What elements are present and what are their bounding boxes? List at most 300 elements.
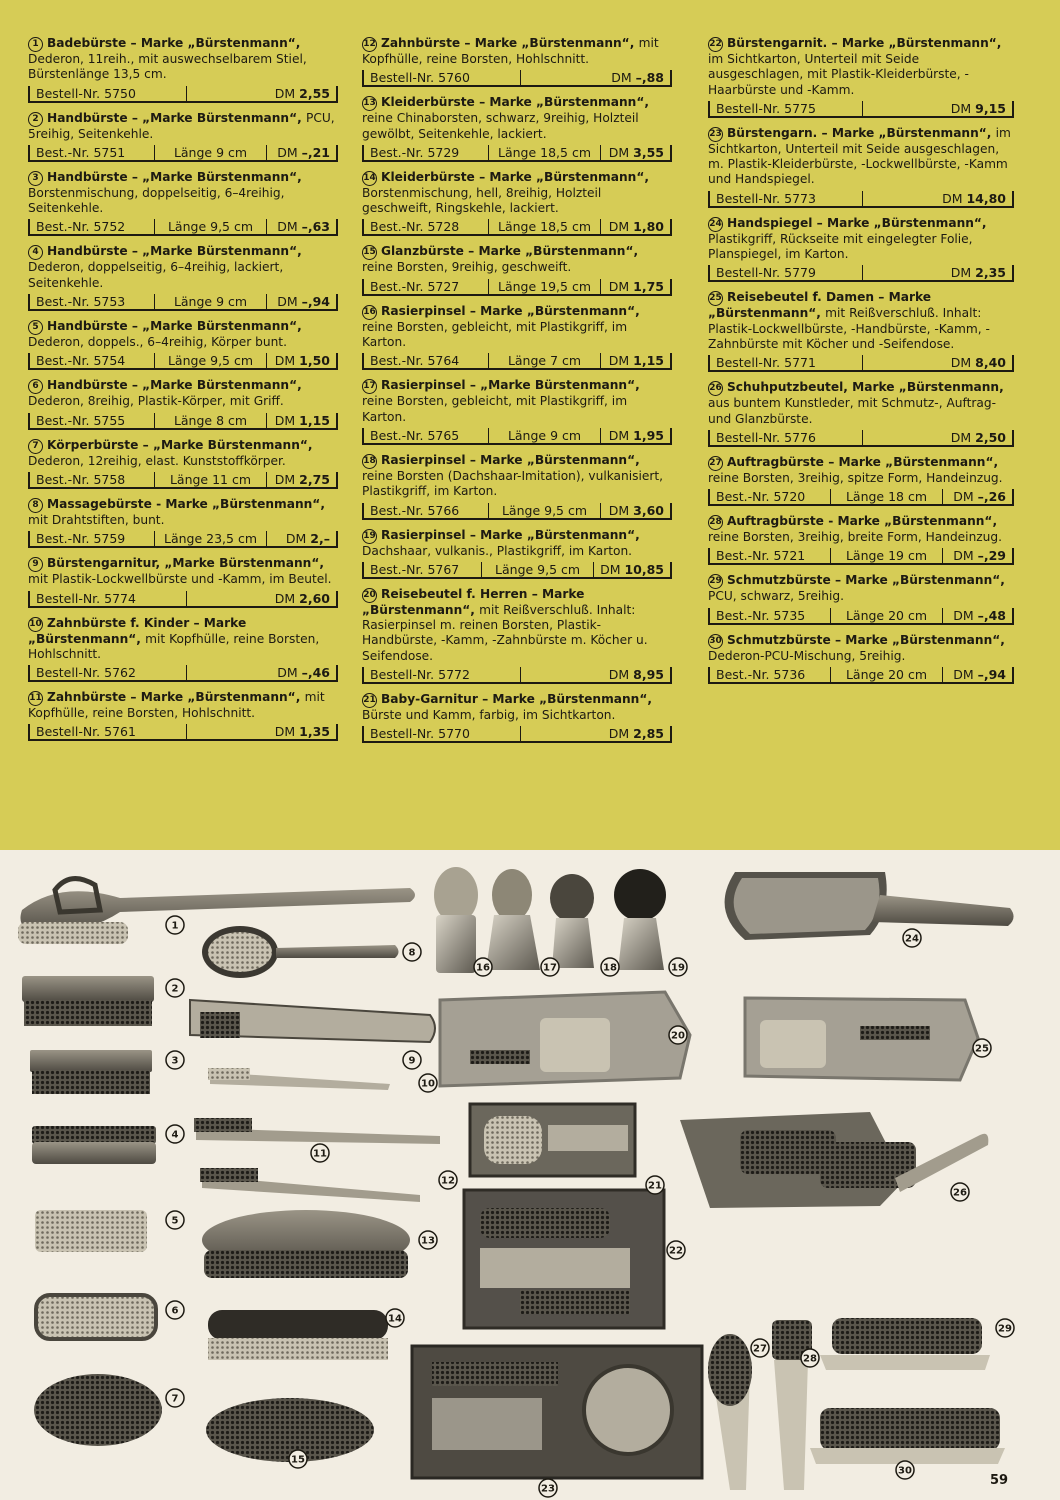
- item-length: Länge 11 cm: [154, 472, 266, 487]
- catalog-item-21: [362, 692, 672, 743]
- item-price: DM –,29: [942, 548, 1012, 563]
- item-text: mit Plastik-Lockwellbürste und -Kamm, im Beutel.: [28, 572, 332, 587]
- items-29-30-scrub-brushes: [810, 1318, 1005, 1464]
- order-number: Best.-Nr. 5728: [370, 219, 460, 235]
- order-number: Best.-Nr. 5721: [716, 548, 806, 564]
- item-text: reine Borsten (Dachshaar-Imitation), vulkanisiert, Plastikgriff, im Karton.: [362, 468, 664, 499]
- item-text: im Sichtkarton, Unterteil mit Seide ausgeschlagen, m. Plastik-Kleiderbürste, -Lockwellbürste, -Kamm und Handspiegel.: [708, 125, 1011, 187]
- item-price: DM 10,85: [593, 562, 670, 577]
- order-number: Bestell-Nr. 5779: [716, 265, 816, 281]
- photo-label-1: 1: [171, 920, 179, 932]
- photo-label-2: 2: [171, 983, 179, 995]
- item-name: Rasierpinsel – Marke „Bürstenmann“,: [381, 303, 640, 318]
- catalog-item-16: [362, 304, 672, 371]
- item-price: DM 2,75: [266, 472, 336, 487]
- catalog-item-11: [28, 690, 338, 741]
- item-number: 18: [362, 454, 377, 469]
- item-price: DM 1,35: [186, 724, 336, 739]
- item-number: 30: [708, 634, 723, 649]
- catalog-item-6: [28, 378, 338, 429]
- item-name: Kleiderbürste – Marke „Bürstenmann“,: [381, 169, 649, 184]
- catalog-item-30: [708, 633, 1014, 684]
- photo-label-4: 4: [171, 1129, 179, 1141]
- item-price: DM –,46: [186, 665, 336, 680]
- order-row: [28, 353, 338, 370]
- item-length: Länge 18 cm: [830, 489, 942, 504]
- photo-label-18: 18: [603, 962, 617, 974]
- order-row: [708, 101, 1014, 118]
- order-number: Bestell-Nr. 5771: [716, 355, 816, 371]
- item-number: 10: [28, 617, 43, 632]
- photo-label-11: 11: [313, 1148, 327, 1160]
- item-price: DM –,63: [266, 219, 336, 234]
- item-24-hand-mirror: [725, 872, 1014, 940]
- item-name: Reisebeutel f. Damen – Marke „Bürstenmann“,: [708, 290, 932, 321]
- item-price: DM –,21: [266, 145, 336, 160]
- catalog-item-4: [28, 244, 338, 311]
- item-price: DM 1,80: [600, 219, 670, 234]
- item-number: 3: [28, 171, 43, 186]
- item-length: Länge 9,5 cm: [488, 503, 600, 518]
- catalog-item-18: [362, 453, 672, 520]
- catalog-item-12: [362, 36, 672, 87]
- photo-label-19: 19: [671, 962, 685, 974]
- item-description: [28, 556, 338, 587]
- item-price: DM 8,40: [862, 355, 1012, 370]
- item-number: 12: [362, 37, 377, 52]
- photo-label-17: 17: [543, 962, 557, 974]
- item-text: PCU, 5reihig, Seitenkehle.: [28, 110, 335, 141]
- order-number: Best.-Nr. 5753: [36, 294, 126, 310]
- photo-label-24: 24: [905, 933, 919, 945]
- item-length: Länge 9,5 cm: [154, 353, 266, 368]
- item-description: [708, 290, 1014, 352]
- order-number: Bestell-Nr. 5762: [36, 665, 136, 681]
- photo-label-14: 14: [388, 1313, 402, 1325]
- order-row: [708, 265, 1014, 282]
- item-name: Baby-Garnitur – Marke „Bürstenmann“,: [381, 692, 652, 707]
- order-number: Bestell-Nr. 5772: [370, 667, 470, 683]
- item-price: DM –,26: [942, 489, 1012, 504]
- column-1: [28, 36, 338, 749]
- item-price: DM 1,95: [600, 428, 670, 443]
- item-23-set-with-mirror: [412, 1346, 702, 1478]
- item-number: 25: [708, 291, 723, 306]
- catalog-item-28: [708, 514, 1014, 565]
- order-number: Best.-Nr. 5766: [370, 502, 460, 518]
- item-22-brush-set-box: [464, 1190, 664, 1328]
- item-description: [708, 216, 1014, 263]
- order-row: [708, 667, 1014, 684]
- item-price: DM 2,60: [186, 591, 336, 606]
- item-name: Bürstengarn. – Marke „Bürstenmann“,: [727, 125, 996, 140]
- order-number: Best.-Nr. 5754: [36, 353, 126, 369]
- order-number: Best.-Nr. 5758: [36, 471, 126, 487]
- catalog-item-29: [708, 573, 1014, 624]
- item-length: Länge 9,5 cm: [154, 219, 266, 234]
- item-name: Glanzbürste – Marke „Bürstenmann“,: [381, 244, 639, 259]
- item-9-brush-set: [190, 1000, 435, 1042]
- item-text: Borstenmischung, doppelseitig, 6–4reihig, Seitenkehle.: [28, 185, 285, 216]
- item-description: [28, 170, 338, 217]
- photo-label-3: 3: [171, 1055, 179, 1067]
- item-length: Länge 20 cm: [830, 608, 942, 623]
- item-length: Länge 7 cm: [488, 353, 600, 368]
- catalog-item-3: [28, 170, 338, 237]
- catalog-item-1: [28, 36, 338, 103]
- item-name: Handbürste – „Marke Bürstenmann“,: [47, 110, 306, 125]
- photo-label-7: 7: [171, 1393, 179, 1405]
- item-text: reine Borsten, 9reihig, geschweift.: [362, 260, 572, 275]
- item-length: Länge 18,5 cm: [488, 219, 600, 234]
- item-number: 21: [362, 693, 377, 708]
- item-description: [708, 126, 1014, 188]
- item-text: Dachshaar, vulkanis., Plastikgriff, im Karton.: [362, 543, 633, 558]
- photo-label-23: 23: [541, 1483, 555, 1495]
- item-description: [28, 616, 338, 663]
- item-price: DM 1,50: [266, 353, 336, 368]
- photo-label-6: 6: [171, 1305, 179, 1317]
- item-price: DM 1,15: [266, 413, 336, 428]
- item-text: Dederon, doppels., 6–4reihig, Körper bunt.: [28, 335, 287, 350]
- order-number: Bestell-Nr. 5776: [716, 429, 816, 445]
- item-length: Länge 9 cm: [488, 428, 600, 443]
- order-row: [28, 294, 338, 311]
- item-price: DM 2,35: [862, 265, 1012, 280]
- item-20-travel-bag-men: [440, 992, 690, 1086]
- item-description: [28, 244, 338, 291]
- item-name: Massagebürste - Marke „Bürstenmann“,: [47, 496, 325, 511]
- item-length: Länge 8 cm: [154, 413, 266, 428]
- catalog-item-17: [362, 378, 672, 445]
- order-number: Bestell-Nr. 5773: [716, 190, 816, 206]
- item-length: Länge 9 cm: [154, 145, 266, 160]
- item-number: 27: [708, 456, 723, 471]
- item-price: DM 2,55: [186, 86, 336, 101]
- items-13-15-clothes-brushes: [202, 1210, 410, 1462]
- items-2-7-hand-brushes: [22, 976, 162, 1446]
- order-number: Best.-Nr. 5759: [36, 531, 126, 547]
- item-price: DM –,94: [942, 667, 1012, 682]
- item-text: mit Kopfhülle, reine Borsten, Hohlschnitt.: [362, 36, 659, 66]
- item-name: Rasierpinsel – Marke „Bürstenmann“,: [381, 452, 640, 467]
- item-text: Dederon, 12reihig, elast. Kunststoffkörper.: [28, 453, 286, 468]
- item-25-travel-bag-ladies: [745, 998, 978, 1080]
- order-number: Bestell-Nr. 5761: [36, 724, 136, 740]
- item-number: 13: [362, 96, 377, 111]
- item-price: DM –,94: [266, 294, 336, 309]
- item-description: [28, 378, 338, 409]
- item-name: Rasierpinsel – „Marke Bürstenmann“,: [381, 378, 640, 393]
- item-price: DM 2,50: [862, 430, 1012, 445]
- item-description: [28, 690, 338, 721]
- order-row: [362, 145, 672, 162]
- photo-label-25: 25: [975, 1043, 989, 1055]
- item-text: reine Borsten, 3reihig, breite Form, Handeinzug.: [708, 530, 1003, 545]
- item-text: mit Reißverschluß. Inhalt: Plastik-Lockwellbürste, -Handbürste, -Kamm, -Zahnbürste mit Köcher und -Seifendose.: [708, 306, 990, 351]
- item-text: reine Chinaborsten, schwarz, 9reihig, Holzteil gewölbt, Seitenkehle, lackiert.: [362, 111, 639, 141]
- order-number: Best.-Nr. 5752: [36, 219, 126, 235]
- order-row: [28, 531, 338, 548]
- order-number: Best.-Nr. 5765: [370, 427, 460, 443]
- item-name: Schuhputzbeutel, Marke „Bürstenmann,: [727, 380, 1004, 395]
- order-row: [28, 591, 338, 608]
- order-number: Bestell-Nr. 5775: [716, 100, 816, 116]
- order-row: [362, 503, 672, 520]
- item-price: DM –,88: [520, 70, 670, 85]
- item-price: DM 2,–: [266, 531, 336, 546]
- item-number: 23: [708, 127, 723, 142]
- photo-label-8: 8: [408, 947, 416, 959]
- item-number: 8: [28, 498, 43, 513]
- item-description: [362, 244, 672, 275]
- item-length: Länge 19 cm: [830, 548, 942, 563]
- item-text: im Sichtkarton, Unterteil mit Seide ausgeschlagen, mit Plastik-Kleiderbürste, -Haarbürste und -Kamm.: [708, 52, 969, 97]
- photo-label-22: 22: [669, 1245, 683, 1257]
- catalog-item-22: [708, 36, 1014, 118]
- item-name: Zahnbürste – Marke „Bürstenmann“,: [47, 690, 305, 705]
- catalog-item-14: [362, 170, 672, 237]
- item-number: 22: [708, 37, 723, 52]
- item-number: 20: [362, 588, 377, 603]
- item-description: [708, 514, 1014, 545]
- item-text: Borstenmischung, hell, 8reihig, Holzteil geschweift, Ringskehle, lackiert.: [362, 185, 602, 216]
- item-text: reine Borsten, gebleicht, mit Plastikgriff, im Karton.: [362, 394, 628, 424]
- order-row: [362, 353, 672, 370]
- item-text: mit Kopfhülle, reine Borsten, Hohlschnitt.: [28, 690, 325, 721]
- catalog-item-13: [362, 95, 672, 162]
- item-text: mit Reißverschluß. Inhalt: Rasierpinsel m. reinen Borsten, Plastik-Handbürste, -Kamm, -Zahnbürste m. Köcher u. Seifendose.: [362, 602, 648, 663]
- photo-label-20: 20: [671, 1030, 685, 1042]
- item-number: 19: [362, 529, 377, 544]
- item-number: 6: [28, 379, 43, 394]
- item-name: Schmutzbürste – Marke „Bürstenmann“,: [727, 573, 1005, 588]
- page-number: 59: [990, 1473, 1009, 1488]
- item-price: DM 1,15: [600, 353, 670, 368]
- item-name: Handbürste – „Marke Bürstenmann“,: [47, 319, 302, 334]
- order-number: Bestell-Nr. 5750: [36, 85, 136, 101]
- order-row: [708, 191, 1014, 208]
- photo-label-29: 29: [998, 1323, 1012, 1335]
- order-number: Bestell-Nr. 5760: [370, 70, 470, 86]
- order-number: Best.-Nr. 5735: [716, 607, 806, 623]
- item-description: [28, 438, 338, 469]
- item-text: mit Kopfhülle, reine Borsten, Hohlschnitt.: [28, 631, 320, 661]
- item-text: Plastikgriff, Rückseite mit eingelegter Folie, Planspiegel, im Karton.: [708, 231, 973, 262]
- item-length: Länge 20 cm: [830, 667, 942, 682]
- item-number: 7: [28, 439, 43, 454]
- item-price: DM 14,80: [862, 191, 1012, 206]
- order-row: [708, 355, 1014, 372]
- item-number: 9: [28, 557, 43, 572]
- item-number: 17: [362, 379, 377, 394]
- order-row: [28, 472, 338, 489]
- photo-label-5: 5: [171, 1215, 179, 1227]
- item-name: Reisebeutel f. Herren – Marke „Bürstenmann“,: [362, 586, 585, 617]
- item-name: Handspiegel – Marke „Bürstenmann“,: [727, 215, 987, 230]
- column-3: [708, 36, 1014, 692]
- items-16-19-shaving-brushes: [434, 867, 666, 973]
- photo-label-10: 10: [421, 1078, 435, 1090]
- item-text: reine Borsten, gebleicht, mit Plastikgriff, im Karton.: [362, 319, 628, 350]
- catalog-item-19: [362, 528, 672, 579]
- photo-label-15: 15: [291, 1454, 305, 1466]
- photo-label-9: 9: [408, 1055, 416, 1067]
- item-number: 1: [28, 37, 43, 52]
- item-price: DM 9,15: [862, 101, 1012, 116]
- item-text: Bürste und Kamm, farbig, im Sichtkarton.: [362, 708, 616, 723]
- item-number: 16: [362, 305, 377, 320]
- item-length: Länge 19,5 cm: [488, 279, 600, 294]
- order-row: [362, 667, 672, 684]
- item-name: Handbürste – „Marke Bürstenmann“,: [47, 244, 302, 259]
- item-number: 2: [28, 112, 43, 127]
- photo-label-21: 21: [648, 1180, 662, 1192]
- order-number: Best.-Nr. 5767: [370, 561, 460, 577]
- catalog-item-27: [708, 455, 1014, 506]
- item-name: Badebürste – Marke „Bürstenmann“,: [47, 36, 301, 50]
- item-description: [708, 36, 1014, 98]
- order-number: Best.-Nr. 5751: [36, 144, 126, 160]
- order-row: [28, 86, 338, 103]
- item-description: [362, 304, 672, 351]
- catalog-item-15: [362, 244, 672, 295]
- item-description: [362, 587, 672, 664]
- item-text: mit Drahtstiften, bunt.: [28, 512, 165, 527]
- catalog-item-2: [28, 111, 338, 162]
- item-description: [362, 95, 672, 142]
- item-name: Handbürste – „Marke Bürstenmann“,: [47, 169, 302, 184]
- item-number: 26: [708, 381, 723, 396]
- order-number: Best.-Nr. 5755: [36, 412, 126, 428]
- catalog-item-20: [362, 587, 672, 684]
- item-price: DM 3,55: [600, 145, 670, 160]
- order-row: [362, 219, 672, 236]
- order-number: Best.-Nr. 5764: [370, 353, 460, 369]
- item-text: reine Borsten, 3reihig, spitze Form, Handeinzug.: [708, 470, 1003, 485]
- item-21-baby-set: [470, 1104, 635, 1176]
- item-description: [362, 36, 672, 67]
- catalog-item-5: [28, 319, 338, 370]
- order-row: [28, 665, 338, 682]
- order-row: [362, 428, 672, 445]
- order-number: Bestell-Nr. 5774: [36, 590, 136, 606]
- item-text: PCU, schwarz, 5reihig.: [708, 589, 844, 604]
- item-length: Länge 9,5 cm: [481, 562, 593, 577]
- item-description: [28, 111, 338, 142]
- item-8-massage-brush: [202, 926, 399, 978]
- photo-label-30: 30: [898, 1465, 912, 1477]
- item-number: 11: [28, 691, 43, 706]
- item-name: Kleiderbürste – Marke „Bürstenmann“,: [381, 95, 649, 110]
- order-number: Best.-Nr. 5720: [716, 489, 806, 505]
- order-row: [708, 430, 1014, 447]
- order-row: [362, 726, 672, 743]
- order-row: [708, 489, 1014, 506]
- item-description: [28, 497, 338, 528]
- item-number: 28: [708, 515, 723, 530]
- item-description: [708, 455, 1014, 486]
- item-description: [362, 170, 672, 217]
- items-10-12-toothbrushes: [194, 1068, 440, 1202]
- item-text: aus buntem Kunstleder, mit Schmutz-, Auftrag- und Glanzbürste.: [708, 396, 996, 426]
- order-row: [28, 413, 338, 430]
- item-number: 29: [708, 574, 723, 589]
- catalog-item-9: [28, 556, 338, 607]
- item-text: Dederon, 8reihig, Plastik-Körper, mit Griff.: [28, 394, 284, 409]
- column-2: [362, 36, 672, 751]
- photo-label-13: 13: [421, 1235, 435, 1247]
- item-name: Schmutzbürste – Marke „Bürstenmann“,: [727, 632, 1005, 647]
- photo-label-28: 28: [803, 1353, 817, 1365]
- order-number: Best.-Nr. 5727: [370, 278, 460, 294]
- order-number: Best.-Nr. 5736: [716, 667, 806, 683]
- item-number: 5: [28, 320, 43, 335]
- item-text: Dederon, 11reih., mit auswechselbarem Stiel, Bürstenlänge 13,5 cm.: [28, 52, 307, 82]
- item-name: Bürstengarnitur, „Marke Bürstenmann“,: [47, 556, 324, 571]
- item-length: Länge 23,5 cm: [154, 531, 266, 546]
- item-description: [362, 692, 672, 723]
- item-price: DM 2,85: [520, 726, 670, 741]
- item-name: Rasierpinsel – Marke „Bürstenmann“,: [381, 527, 640, 542]
- order-row: [28, 219, 338, 236]
- catalog-item-25: [708, 290, 1014, 372]
- order-number: Best.-Nr. 5729: [370, 144, 460, 160]
- item-text: Dederon-PCU-Mischung, 5reihig.: [708, 648, 906, 663]
- photo-label-27: 27: [753, 1343, 767, 1355]
- item-text: Dederon, doppelseitig, 6–4reihig, lackiert, Seitenkehle.: [28, 260, 284, 290]
- product-photo: [0, 850, 1060, 1500]
- photo-label-12: 12: [441, 1175, 455, 1187]
- catalog-item-26: [708, 380, 1014, 447]
- catalog-item-10: [28, 616, 338, 683]
- item-26-shoe-bag: [680, 1112, 988, 1208]
- order-row: [362, 279, 672, 296]
- catalog-item-8: [28, 497, 338, 548]
- catalog-item-23: [708, 126, 1014, 208]
- item-number: 15: [362, 245, 377, 260]
- photo-label-16: 16: [476, 962, 490, 974]
- order-number: Bestell-Nr. 5770: [370, 726, 470, 742]
- item-name: Körperbürste – „Marke Bürstenmann“,: [47, 437, 313, 452]
- order-row: [362, 562, 672, 579]
- item-description: [362, 528, 672, 559]
- item-name: Auftragbürste – Marke „Bürstenmann“,: [727, 454, 999, 469]
- item-number: 14: [362, 171, 377, 186]
- order-row: [362, 70, 672, 87]
- item-price: DM 3,60: [600, 503, 670, 518]
- item-name: Bürstengarnit. – Marke „Bürstenmann“,: [727, 36, 1002, 50]
- item-number: 24: [708, 217, 723, 232]
- item-name: Handbürste – „Marke Bürstenmann“,: [47, 378, 302, 393]
- order-row: [28, 145, 338, 162]
- item-price: DM 8,95: [520, 667, 670, 682]
- order-row: [708, 608, 1014, 625]
- item-description: [708, 573, 1014, 604]
- catalog-item-24: [708, 216, 1014, 283]
- item-number: 4: [28, 245, 43, 260]
- order-row: [28, 724, 338, 741]
- item-description: [28, 36, 338, 83]
- catalog-item-7: [28, 438, 338, 489]
- item-description: [362, 378, 672, 425]
- item-price: DM –,48: [942, 608, 1012, 623]
- item-name: Zahnbürste f. Kinder – Marke „Bürstenmann“,: [28, 615, 247, 646]
- item-description: [708, 380, 1014, 427]
- item-name: Zahnbürste – Marke „Bürstenmann“,: [381, 36, 639, 50]
- item-length: Länge 9 cm: [154, 294, 266, 309]
- item-price: DM 1,75: [600, 279, 670, 294]
